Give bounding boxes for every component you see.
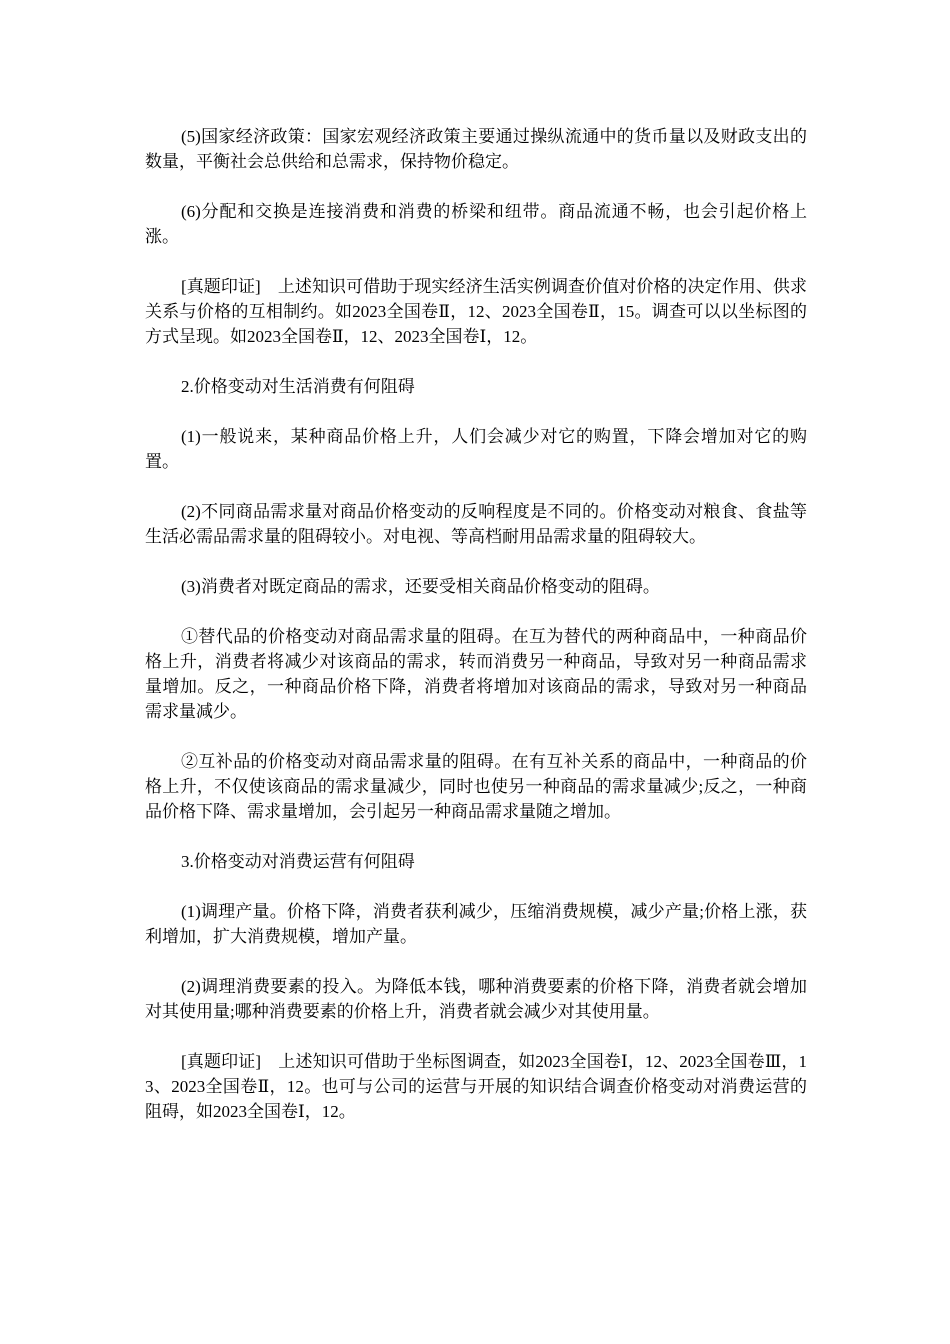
paragraph-price-rise-purchase: (1)一般说来，某种商品价格上升，人们会减少对它的购置，下降会增加对它的购置。 [145,427,807,471]
paragraph-complementary-goods: ②互补品的价格变动对商品需求量的阻碍。在有互补关系的商品中，一种商品的价格上升，不仅使该商品的需求量减少，同时也使另一种商品的需求量减少;反之，一种商品价格下降、需求量增加，会引起另一种商品需求量随之增加。 [145,752,807,821]
paragraph-adjust-output: (1)调理产量。价格下降，消费者获利减少，压缩消费规模，减少产量;价格上涨，获利增加，扩大消费规模，增加产量。 [145,902,807,946]
section-heading-3: 3.价格变动对消费运营有何阻碍 [181,852,415,871]
paragraph-national-economic-policy: (5)国家经济政策：国家宏观经济政策主要通过操纵流通中的货币量以及财政支出的数量，平衡社会总供给和总需求，保持物价稳定。 [145,127,807,171]
paragraph-substitute-goods: ①替代品的价格变动对商品需求量的阻碍。在互为替代的两种商品中，一种商品价格上升，消费者将减少对该商品的需求，转而消费另一种商品，导致对另一种商品需求量增加。反之，一种商品价格下降，消费者将增加对该商品的需求，导致对另一种商品需求量减少。 [145,627,807,721]
paragraph-exam-reference-2: [真题印证] 上述知识可借助于坐标图调查，如2023全国卷Ⅰ，12、2023全国卷Ⅲ，13、2023全国卷Ⅱ，12。也可与公司的运营与开展的知识结合调查价格变动对消费运营的阻碍，如2023全国卷Ⅰ，12。 [145,1052,807,1121]
paragraph-related-goods: (3)消费者对既定商品的需求，还要受相关商品价格变动的阻碍。 [181,577,660,596]
paragraph-distribution-exchange: (6)分配和交换是连接消费和消费的桥梁和纽带。商品流通不畅，也会引起价格上涨。 [145,202,807,246]
section-heading-2: 2.价格变动对生活消费有何阻碍 [181,377,415,396]
paragraph-exam-reference-1: [真题印证] 上述知识可借助于现实经济生活实例调查价值对价格的决定作用、供求关系与价格的互相制约。如2023全国卷Ⅱ，12、2023全国卷Ⅱ，15。调查可以以坐标图的方式呈现。如2023全国卷Ⅱ，12、2023全国卷Ⅰ，12。 [145,277,807,346]
paragraph-adjust-inputs: (2)调理消费要素的投入。为降低本钱，哪种消费要素的价格下降，消费者就会增加对其使用量;哪种消费要素的价格上升，消费者就会减少对其使用量。 [145,977,807,1021]
paragraph-demand-response: (2)不同商品需求量对商品价格变动的反响程度是不同的。价格变动对粮食、食盐等生活必需品需求量的阻碍较小。对电视、等高档耐用品需求量的阻碍较大。 [145,502,807,546]
document-page [145,124,807,1149]
